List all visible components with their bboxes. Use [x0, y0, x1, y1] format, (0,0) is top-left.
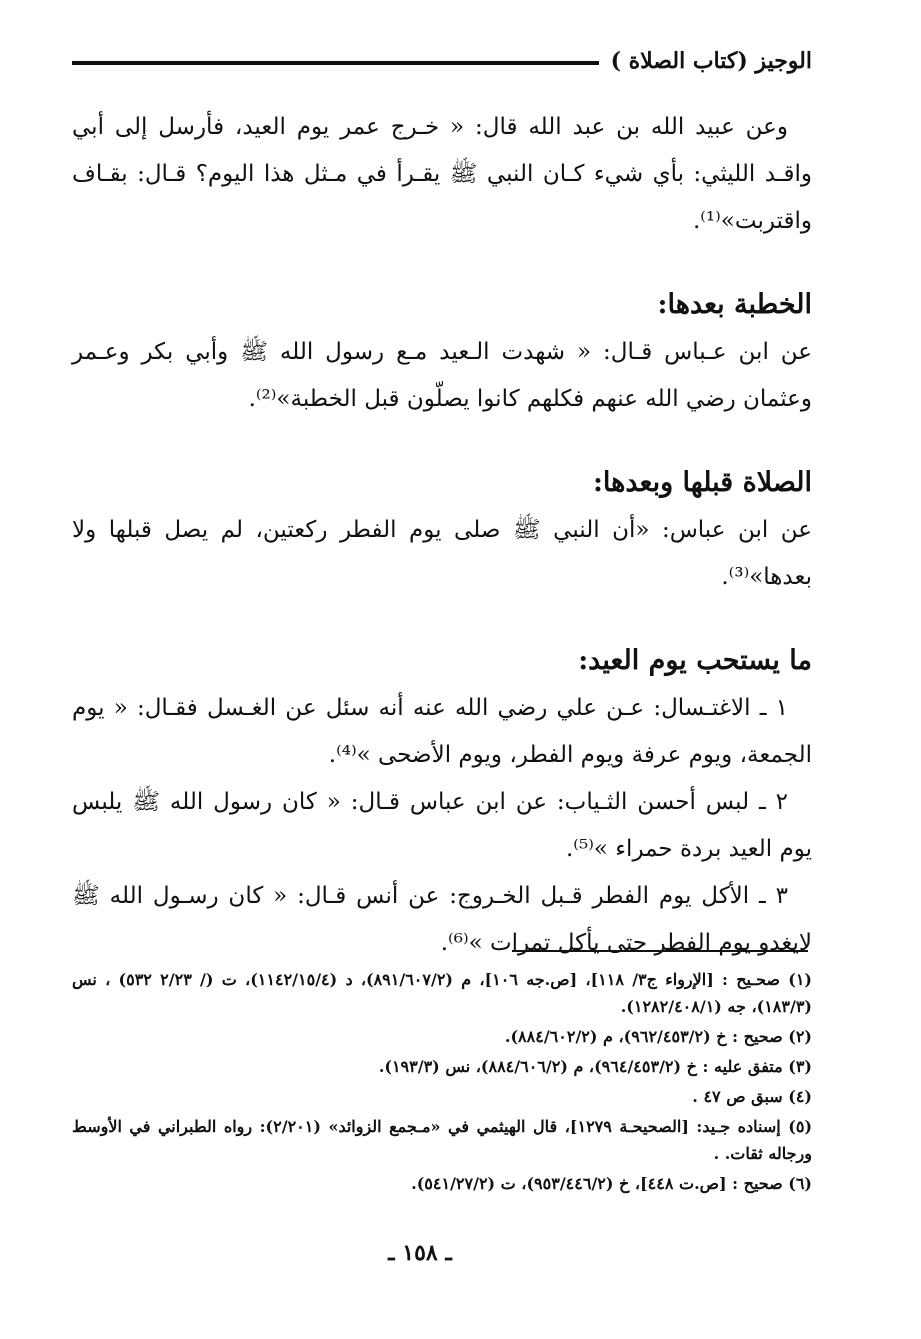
- footnote-6: (٦) صحيح : [ص.ت ٤٤٨]، خ (٩٥٣/٤٤٦/٢)، ت (٥٤١/٢٧/٢).: [411, 1174, 812, 1193]
- footnote-3: (٣) متفق عليه : خ (٩٦٤/٤٥٣/٢)، م (٨٨٤/٦٠٦/٢)، نس (١٩٣/٣).: [378, 1057, 812, 1076]
- paragraph-2: عن ابن عـباس قـال: « شهدت الـعيد مـع رسول الله ﷺ وأبي بكر وعـمر وعثمان رضي الله عنهم فكلهم كانوا يصلّون قبل الخطبة»⁽²⁾.: [72, 339, 812, 412]
- running-header: [72, 44, 812, 78]
- header-rule: [72, 61, 599, 65]
- page-number: ـ ١٥٨ ـ: [388, 1240, 452, 1266]
- footnote-1: (١) صحـيح : [الإرواء ج٣/ ١١٨]، [ص.جه ١٠٦]، م (٨٩١/٦٠٧/٢)، د (١١٤٢/١٥/٤)، ت (/ ٢/٢٣ ٥٣٢) ، نس (١٨٣/٣)، جه (١٢٨٢/٤٠٨/١).: [72, 970, 812, 1016]
- paragraph-1: وعن عبيد الله بن عبد الله قال: « خـرج عمر يوم العيد، فأرسل إلى أبي واقـد الليثي: بأي شيء كـان النبي ﷺ يقـرأ في مـثل هذا اليوم؟ قـال: بقـاف واقتربت»⁽¹⁾.: [72, 114, 812, 234]
- footnote-rule: [512, 950, 808, 952]
- heading-salah: الصلاة قبلها وبعدها:: [592, 467, 812, 498]
- header-title: الوجيز (كتاب الصلاة ): [610, 48, 812, 74]
- footnote-2: (٢) صحيح : خ (٩٦٢/٤٥٣/٢)، م (٨٨٤/٦٠٢/٢).: [504, 1027, 812, 1046]
- paragraph-3: عن ابن عباس: «أن النبي ﷺ صلى يوم الفطر ركعتين، لم يصل قبلها ولا بعدها»⁽³⁾.: [72, 517, 812, 590]
- footnotes: [72, 966, 812, 1200]
- list-item-2: ٢ ـ لبس أحسن الثـياب: عن ابن عباس قـال: « كان رسول الله ﷺ يلبس يوم العيد بردة حمراء »⁽⁵⁾.: [72, 789, 812, 862]
- heading-mustahab: ما يستحب يوم العيد:: [578, 645, 812, 676]
- page-body: [72, 104, 812, 967]
- list-item-3: ٣ ـ الأكل يوم الفطر قـبل الخـروج: عن أنس قـال: « كان رسـول الله ﷺ لايغدو يوم الفطر حتى يأكل تمرات »⁽⁶⁾.: [72, 883, 812, 956]
- list-item-1: ١ ـ الاغتـسال: عـن علي رضي الله عنه أنه سئل عن الغـسل فقـال: « يوم الجمعة، ويوم عرفة ويوم الفطر، ويوم الأضحى »⁽⁴⁾.: [72, 695, 812, 768]
- heading-khutba: الخطبة بعدها:: [657, 289, 812, 320]
- footnote-4: (٤) سبق ص ٤٧ .: [692, 1087, 812, 1106]
- footnote-5: (٥) إسناده جـيد: [الصحيحـة ١٢٧٩]، قال الهيثمي في «مـجمع الزوائد» (٢/٢٠١): رواه الطبراني في الأوسط ورجاله ثقات. .: [72, 1117, 813, 1163]
